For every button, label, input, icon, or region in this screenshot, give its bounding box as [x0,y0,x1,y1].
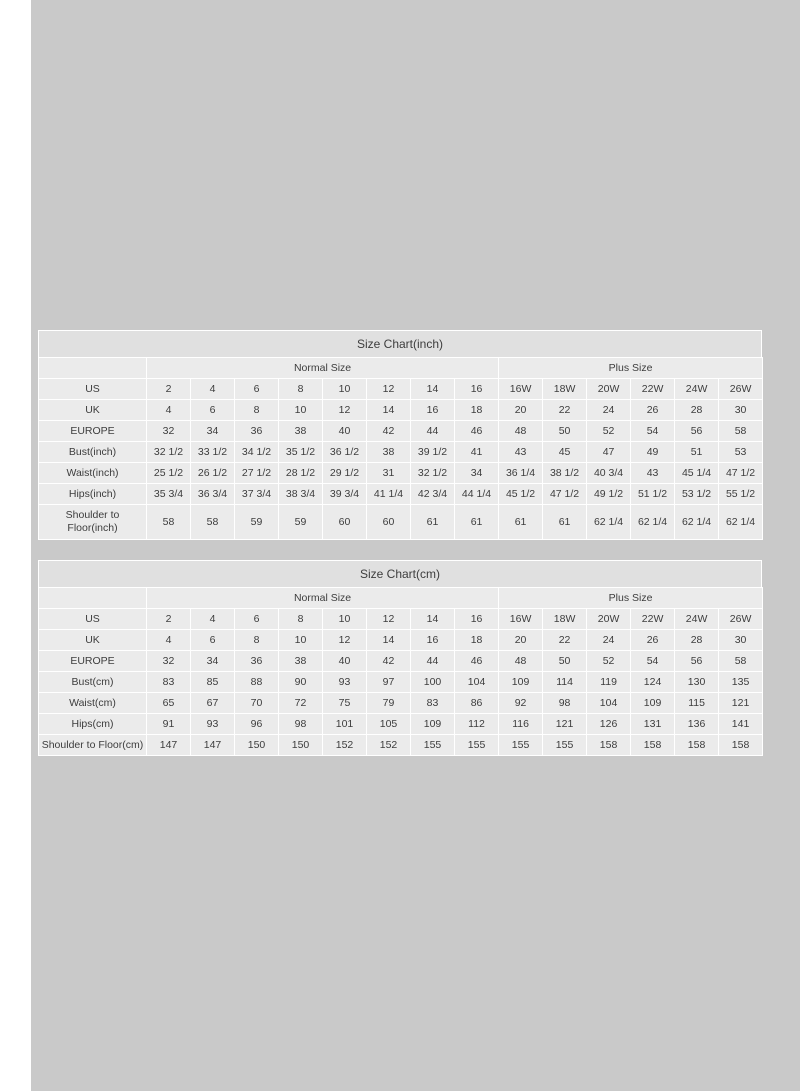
table-cell: 36 [235,651,279,672]
table-cell: 53 [719,442,763,463]
table-cell: 40 [323,421,367,442]
table-cell: 51 [675,442,719,463]
table-cell: 8 [235,400,279,421]
table-cell: 100 [411,672,455,693]
table-cell: 158 [675,735,719,756]
table-cell: 36 1/4 [499,463,543,484]
table-cell: 8 [279,609,323,630]
table-cell: 93 [191,714,235,735]
table-cell: 79 [367,693,411,714]
table-cell: 115 [675,693,719,714]
table-cell: 35 1/2 [279,442,323,463]
table-cell: 26 [631,630,675,651]
table-cell: 26 1/2 [191,463,235,484]
table-cell: 38 1/2 [543,463,587,484]
table-cell: 126 [587,714,631,735]
table-cell: 93 [323,672,367,693]
group-header-normal-size: Normal Size [147,358,499,379]
row-label: EUROPE [39,651,147,672]
table-cell: 6 [191,400,235,421]
row-label: Hips(inch) [39,484,147,505]
table-cell: 4 [147,630,191,651]
table-cell: 6 [235,379,279,400]
table-cell: 44 [411,651,455,672]
row-label: Hips(cm) [39,714,147,735]
table-cell: 60 [323,505,367,540]
chart-divider [38,550,762,560]
table-cell: 20W [587,609,631,630]
table-cell: 116 [499,714,543,735]
table-cell: 91 [147,714,191,735]
table-cell: 16W [499,379,543,400]
table-row [39,714,763,735]
table-cell: 83 [411,693,455,714]
table-cell: 12 [367,609,411,630]
table-cell: 16 [411,400,455,421]
table-cell: 6 [235,609,279,630]
table-cell: 155 [499,735,543,756]
table-cell: 20W [587,379,631,400]
table-cell: 59 [279,505,323,540]
table-cell: 18W [543,379,587,400]
table-cell: 46 [455,651,499,672]
table-cell: 33 1/2 [191,442,235,463]
table-cell: 25 1/2 [147,463,191,484]
table-cell: 2 [147,609,191,630]
table-cell: 61 [543,505,587,540]
table-cell: 35 3/4 [147,484,191,505]
table-cell: 65 [147,693,191,714]
row-label: Waist(inch) [39,463,147,484]
table-cell: 38 [367,442,411,463]
table-cell: 14 [367,400,411,421]
table-cell: 155 [543,735,587,756]
row-label: Bust(cm) [39,672,147,693]
table-cell: 20 [499,400,543,421]
table-row [39,379,763,400]
table-cell: 12 [323,400,367,421]
table-cell: 109 [499,672,543,693]
table-cell: 4 [147,400,191,421]
table-cell: 56 [675,421,719,442]
table-row [39,484,763,505]
table-cell: 109 [411,714,455,735]
table-cell: 40 3/4 [587,463,631,484]
size-chart-cm-title: Size Chart(cm) [38,560,762,587]
table-row [39,630,763,651]
table-cell: 18 [455,630,499,651]
table-cell: 130 [675,672,719,693]
table-cell: 26 [631,400,675,421]
table-cell: 32 1/2 [411,463,455,484]
table-cell: 150 [235,735,279,756]
table-cell: 24W [675,379,719,400]
table-cell: 86 [455,693,499,714]
table-row [39,463,763,484]
table-cell: 51 1/2 [631,484,675,505]
table-cell: 131 [631,714,675,735]
table-cell: 42 3/4 [411,484,455,505]
table-cell: 49 [631,442,675,463]
table-corner-cell [39,358,147,379]
table-cell: 16 [455,609,499,630]
table-cell: 18W [543,609,587,630]
table-cell: 158 [587,735,631,756]
table-cell: 27 1/2 [235,463,279,484]
table-cell: 88 [235,672,279,693]
table-cell: 16 [455,379,499,400]
table-cell: 2 [147,379,191,400]
table-cell: 30 [719,400,763,421]
table-cell: 45 1/2 [499,484,543,505]
table-cell: 14 [367,630,411,651]
table-cell: 62 1/4 [587,505,631,540]
table-cell: 105 [367,714,411,735]
table-cell: 39 3/4 [323,484,367,505]
group-header-plus-size: Plus Size [499,588,763,609]
table-cell: 12 [367,379,411,400]
table-cell: 92 [499,693,543,714]
size-chart-inch [38,330,762,540]
table-cell: 4 [191,379,235,400]
table-cell: 36 3/4 [191,484,235,505]
table-cell: 54 [631,651,675,672]
table-cell: 114 [543,672,587,693]
table-cell: 24W [675,609,719,630]
table-cell: 52 [587,651,631,672]
row-label: US [39,379,147,400]
table-cell: 24 [587,400,631,421]
table-cell: 152 [323,735,367,756]
table-cell: 104 [587,693,631,714]
table-cell: 42 [367,651,411,672]
size-chart-cm [38,560,762,756]
table-cell: 48 [499,651,543,672]
table-cell: 34 [455,463,499,484]
table-row [39,735,763,756]
table-cell: 36 1/2 [323,442,367,463]
table-cell: 38 [279,651,323,672]
table-cell: 32 [147,421,191,442]
table-cell: 141 [719,714,763,735]
table-cell: 98 [279,714,323,735]
table-cell: 50 [543,421,587,442]
table-cell: 152 [367,735,411,756]
table-cell: 60 [367,505,411,540]
table-cell: 124 [631,672,675,693]
table-cell: 109 [631,693,675,714]
table-cell: 96 [235,714,279,735]
table-cell: 47 [587,442,631,463]
table-cell: 14 [411,379,455,400]
table-cell: 121 [543,714,587,735]
table-cell: 101 [323,714,367,735]
size-chart-cm-table [38,587,763,756]
table-row [39,693,763,714]
table-cell: 22 [543,400,587,421]
group-header-normal-size: Normal Size [147,588,499,609]
table-cell: 83 [147,672,191,693]
table-cell: 47 1/2 [543,484,587,505]
row-label: Bust(inch) [39,442,147,463]
table-cell: 58 [719,651,763,672]
size-chart-inch-body [39,358,763,540]
size-chart-inch-title: Size Chart(inch) [38,330,762,357]
table-cell: 112 [455,714,499,735]
table-cell: 10 [279,630,323,651]
table-cell: 24 [587,630,631,651]
table-cell: 36 [235,421,279,442]
table-cell: 45 [543,442,587,463]
table-cell: 47 1/2 [719,463,763,484]
table-cell: 18 [455,400,499,421]
table-cell: 50 [543,651,587,672]
row-label: EUROPE [39,421,147,442]
table-cell: 45 1/4 [675,463,719,484]
table-cell: 10 [279,400,323,421]
row-label: UK [39,400,147,421]
size-chart-cm-body [39,588,763,756]
table-cell: 12 [323,630,367,651]
table-cell: 34 [191,421,235,442]
table-cell: 41 [455,442,499,463]
table-cell: 28 1/2 [279,463,323,484]
table-cell: 158 [631,735,675,756]
table-cell: 56 [675,651,719,672]
table-cell: 26W [719,379,763,400]
group-header-plus-size: Plus Size [499,358,763,379]
table-cell: 75 [323,693,367,714]
table-row [39,609,763,630]
row-label: US [39,609,147,630]
table-cell: 147 [191,735,235,756]
table-cell: 67 [191,693,235,714]
table-cell: 62 1/4 [719,505,763,540]
table-cell: 16W [499,609,543,630]
table-cell: 44 1/4 [455,484,499,505]
table-cell: 61 [499,505,543,540]
page-left-margin [0,0,31,1091]
table-cell: 121 [719,693,763,714]
row-label: UK [39,630,147,651]
table-row [39,400,763,421]
table-cell: 26W [719,609,763,630]
table-cell: 147 [147,735,191,756]
table-cell: 37 3/4 [235,484,279,505]
table-cell: 42 [367,421,411,442]
row-label: Waist(cm) [39,693,147,714]
table-cell: 8 [235,630,279,651]
table-cell: 22 [543,630,587,651]
table-cell: 34 1/2 [235,442,279,463]
row-label: Shoulder to Floor(inch) [39,505,147,540]
table-cell: 44 [411,421,455,442]
table-cell: 20 [499,630,543,651]
table-cell: 34 [191,651,235,672]
table-corner-cell [39,588,147,609]
table-cell: 72 [279,693,323,714]
table-cell: 16 [411,630,455,651]
table-row [39,651,763,672]
table-cell: 150 [279,735,323,756]
table-cell: 38 3/4 [279,484,323,505]
table-row [39,505,763,540]
table-cell: 85 [191,672,235,693]
table-cell: 8 [279,379,323,400]
table-cell: 61 [455,505,499,540]
table-cell: 97 [367,672,411,693]
table-cell: 55 1/2 [719,484,763,505]
table-cell: 61 [411,505,455,540]
table-cell: 49 1/2 [587,484,631,505]
table-cell: 136 [675,714,719,735]
table-cell: 30 [719,630,763,651]
size-charts-container [38,330,762,766]
size-chart-inch-table [38,357,763,540]
table-cell: 58 [147,505,191,540]
table-cell: 14 [411,609,455,630]
table-cell: 98 [543,693,587,714]
table-cell: 6 [191,630,235,651]
table-cell: 46 [455,421,499,442]
table-cell: 52 [587,421,631,442]
table-cell: 28 [675,630,719,651]
table-cell: 22W [631,379,675,400]
table-cell: 4 [191,609,235,630]
table-cell: 59 [235,505,279,540]
table-cell: 22W [631,609,675,630]
table-cell: 58 [719,421,763,442]
table-cell: 104 [455,672,499,693]
table-cell: 32 [147,651,191,672]
table-cell: 90 [279,672,323,693]
table-cell: 38 [279,421,323,442]
table-cell: 29 1/2 [323,463,367,484]
table-cell: 119 [587,672,631,693]
row-label: Shoulder to Floor(cm) [39,735,147,756]
table-cell: 39 1/2 [411,442,455,463]
table-cell: 32 1/2 [147,442,191,463]
table-cell: 43 [499,442,543,463]
table-cell: 10 [323,379,367,400]
table-cell: 70 [235,693,279,714]
table-cell: 58 [191,505,235,540]
table-cell: 28 [675,400,719,421]
group-header-row [39,588,763,609]
table-cell: 158 [719,735,763,756]
table-cell: 48 [499,421,543,442]
table-cell: 155 [411,735,455,756]
table-cell: 54 [631,421,675,442]
table-cell: 10 [323,609,367,630]
table-cell: 62 1/4 [675,505,719,540]
table-row [39,672,763,693]
table-cell: 53 1/2 [675,484,719,505]
group-header-row [39,358,763,379]
table-cell: 40 [323,651,367,672]
table-cell: 62 1/4 [631,505,675,540]
table-cell: 155 [455,735,499,756]
table-row [39,421,763,442]
table-cell: 135 [719,672,763,693]
table-cell: 41 1/4 [367,484,411,505]
table-cell: 43 [631,463,675,484]
table-cell: 31 [367,463,411,484]
table-row [39,442,763,463]
